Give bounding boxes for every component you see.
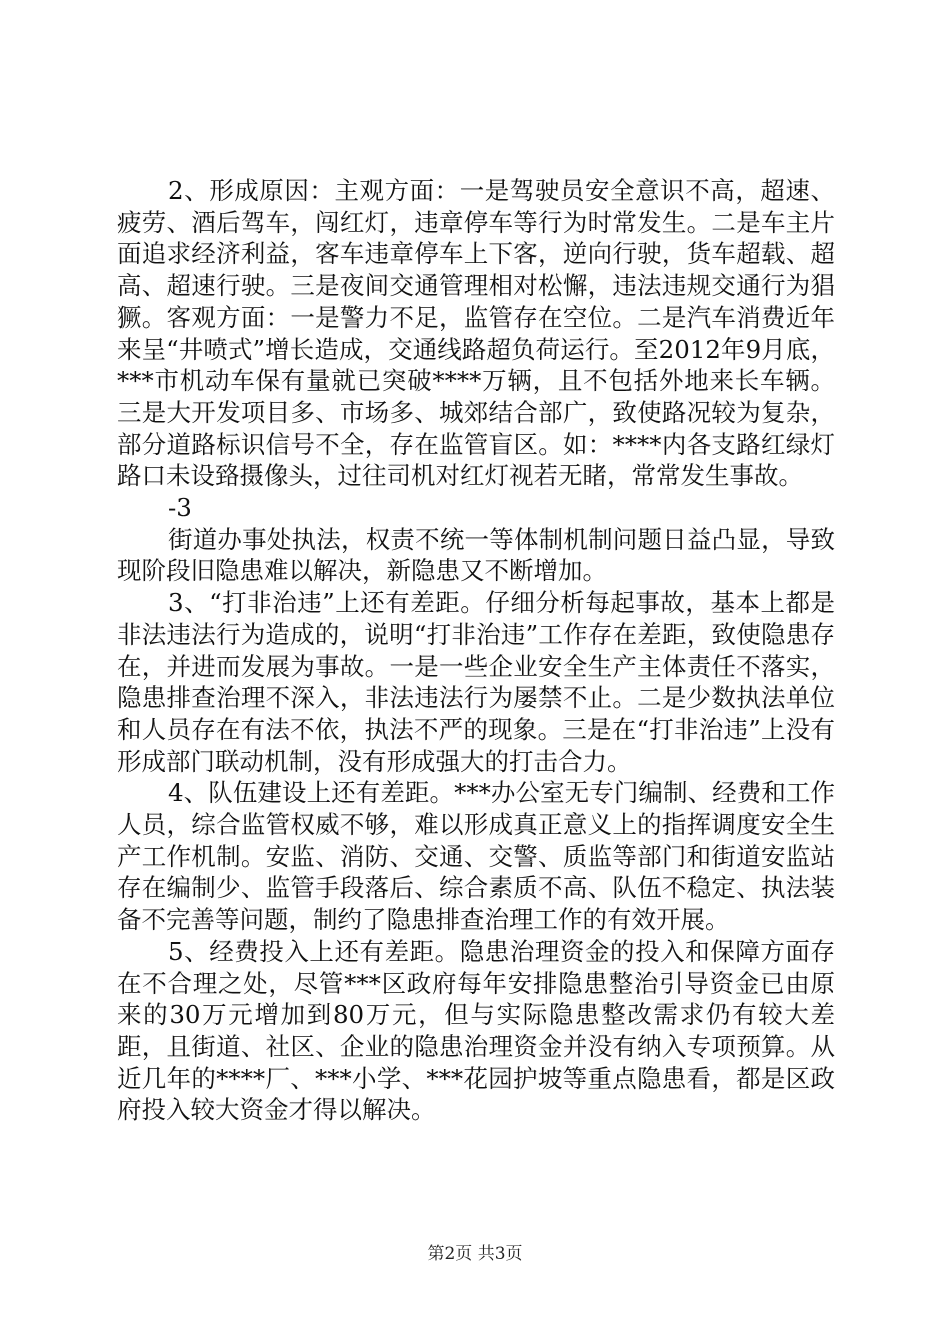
paragraph-cause-analysis: 2、形成原因：主观方面：一是驾驶员安全意识不高，超速、疲劳、酒后驾车，闯红灯，违章停车等行为时常发生。二是车主片面追求经济利益，客车违章停车上下客，逆向行驶，货车超载、超高、超速行驶。三是夜间交通管理相对松懈，违法违规交通行为猖獗。客观方面：一是警力不足，监管存在空位。二是汽车消费近年来呈“井喷式”增长造成，交通线路超负荷运行。至2012年9月底，***市机动车保有量就已突破****万辆，且不包括外地来长车辆。三是大开发项目多、市场多、城郊结合部广，致使路况较为复杂，部分道路标识信号不全，存在监管盲区。如：****内各支路红绿灯路口未设臵摄像头，过往司机对红灯视若无睹，常常发生事故。: [117, 176, 835, 491]
paragraph-point-3: 3、“打非治违”上还有差距。仔细分析每起事故，基本上都是非法违法行为造成的，说明“打非治违”工作存在差距，致使隐患存在，并进而发展为事故。一是一些企业安全生产主体责任不落实，隐患排查治理不深入，非法违法行为屡禁不止。二是少数执法单位和人员存在有法不依，执法不严的现象。三是在“打非治违”上没有形成部门联动机制，没有形成强大的打击合力。: [117, 588, 835, 776]
paragraph-point-4: 4、队伍建设上还有差距。***办公室无专门编制、经费和工作人员，综合监管权威不够，难以形成真正意义上的指挥调度安全生产工作机制。安监、消防、交通、交警、质监等部门和街道安监站存在编制少、监管手段落后、综合素质不高、队伍不稳定、执法装备不完善等问题，制约了隐患排查治理工作的有效开展。: [117, 778, 835, 935]
paragraph-continuation: 街道办事处执法，权责不统一等体制机制问题日益凸显，导致现阶段旧隐患难以解决，新隐患又不断增加。: [117, 524, 835, 586]
page-footer: 第2页 共3页: [427, 1244, 523, 1264]
document-body: [117, 175, 835, 1126]
paragraph-point-5: 5、经费投入上还有差距。隐患治理资金的投入和保障方面存在不合理之处，尽管***区政府每年安排隐患整治引导资金已由原来的30万元增加到80万元，但与实际隐患整改需求仍有较大差距，且街道、社区、企业的隐患治理资金并没有纳入专项预算。从近几年的****厂、***小学、***花园护坡等重点隐患看，都是区政府投入较大资金才得以解决。: [117, 936, 835, 1125]
page-marker: -3: [168, 493, 192, 523]
